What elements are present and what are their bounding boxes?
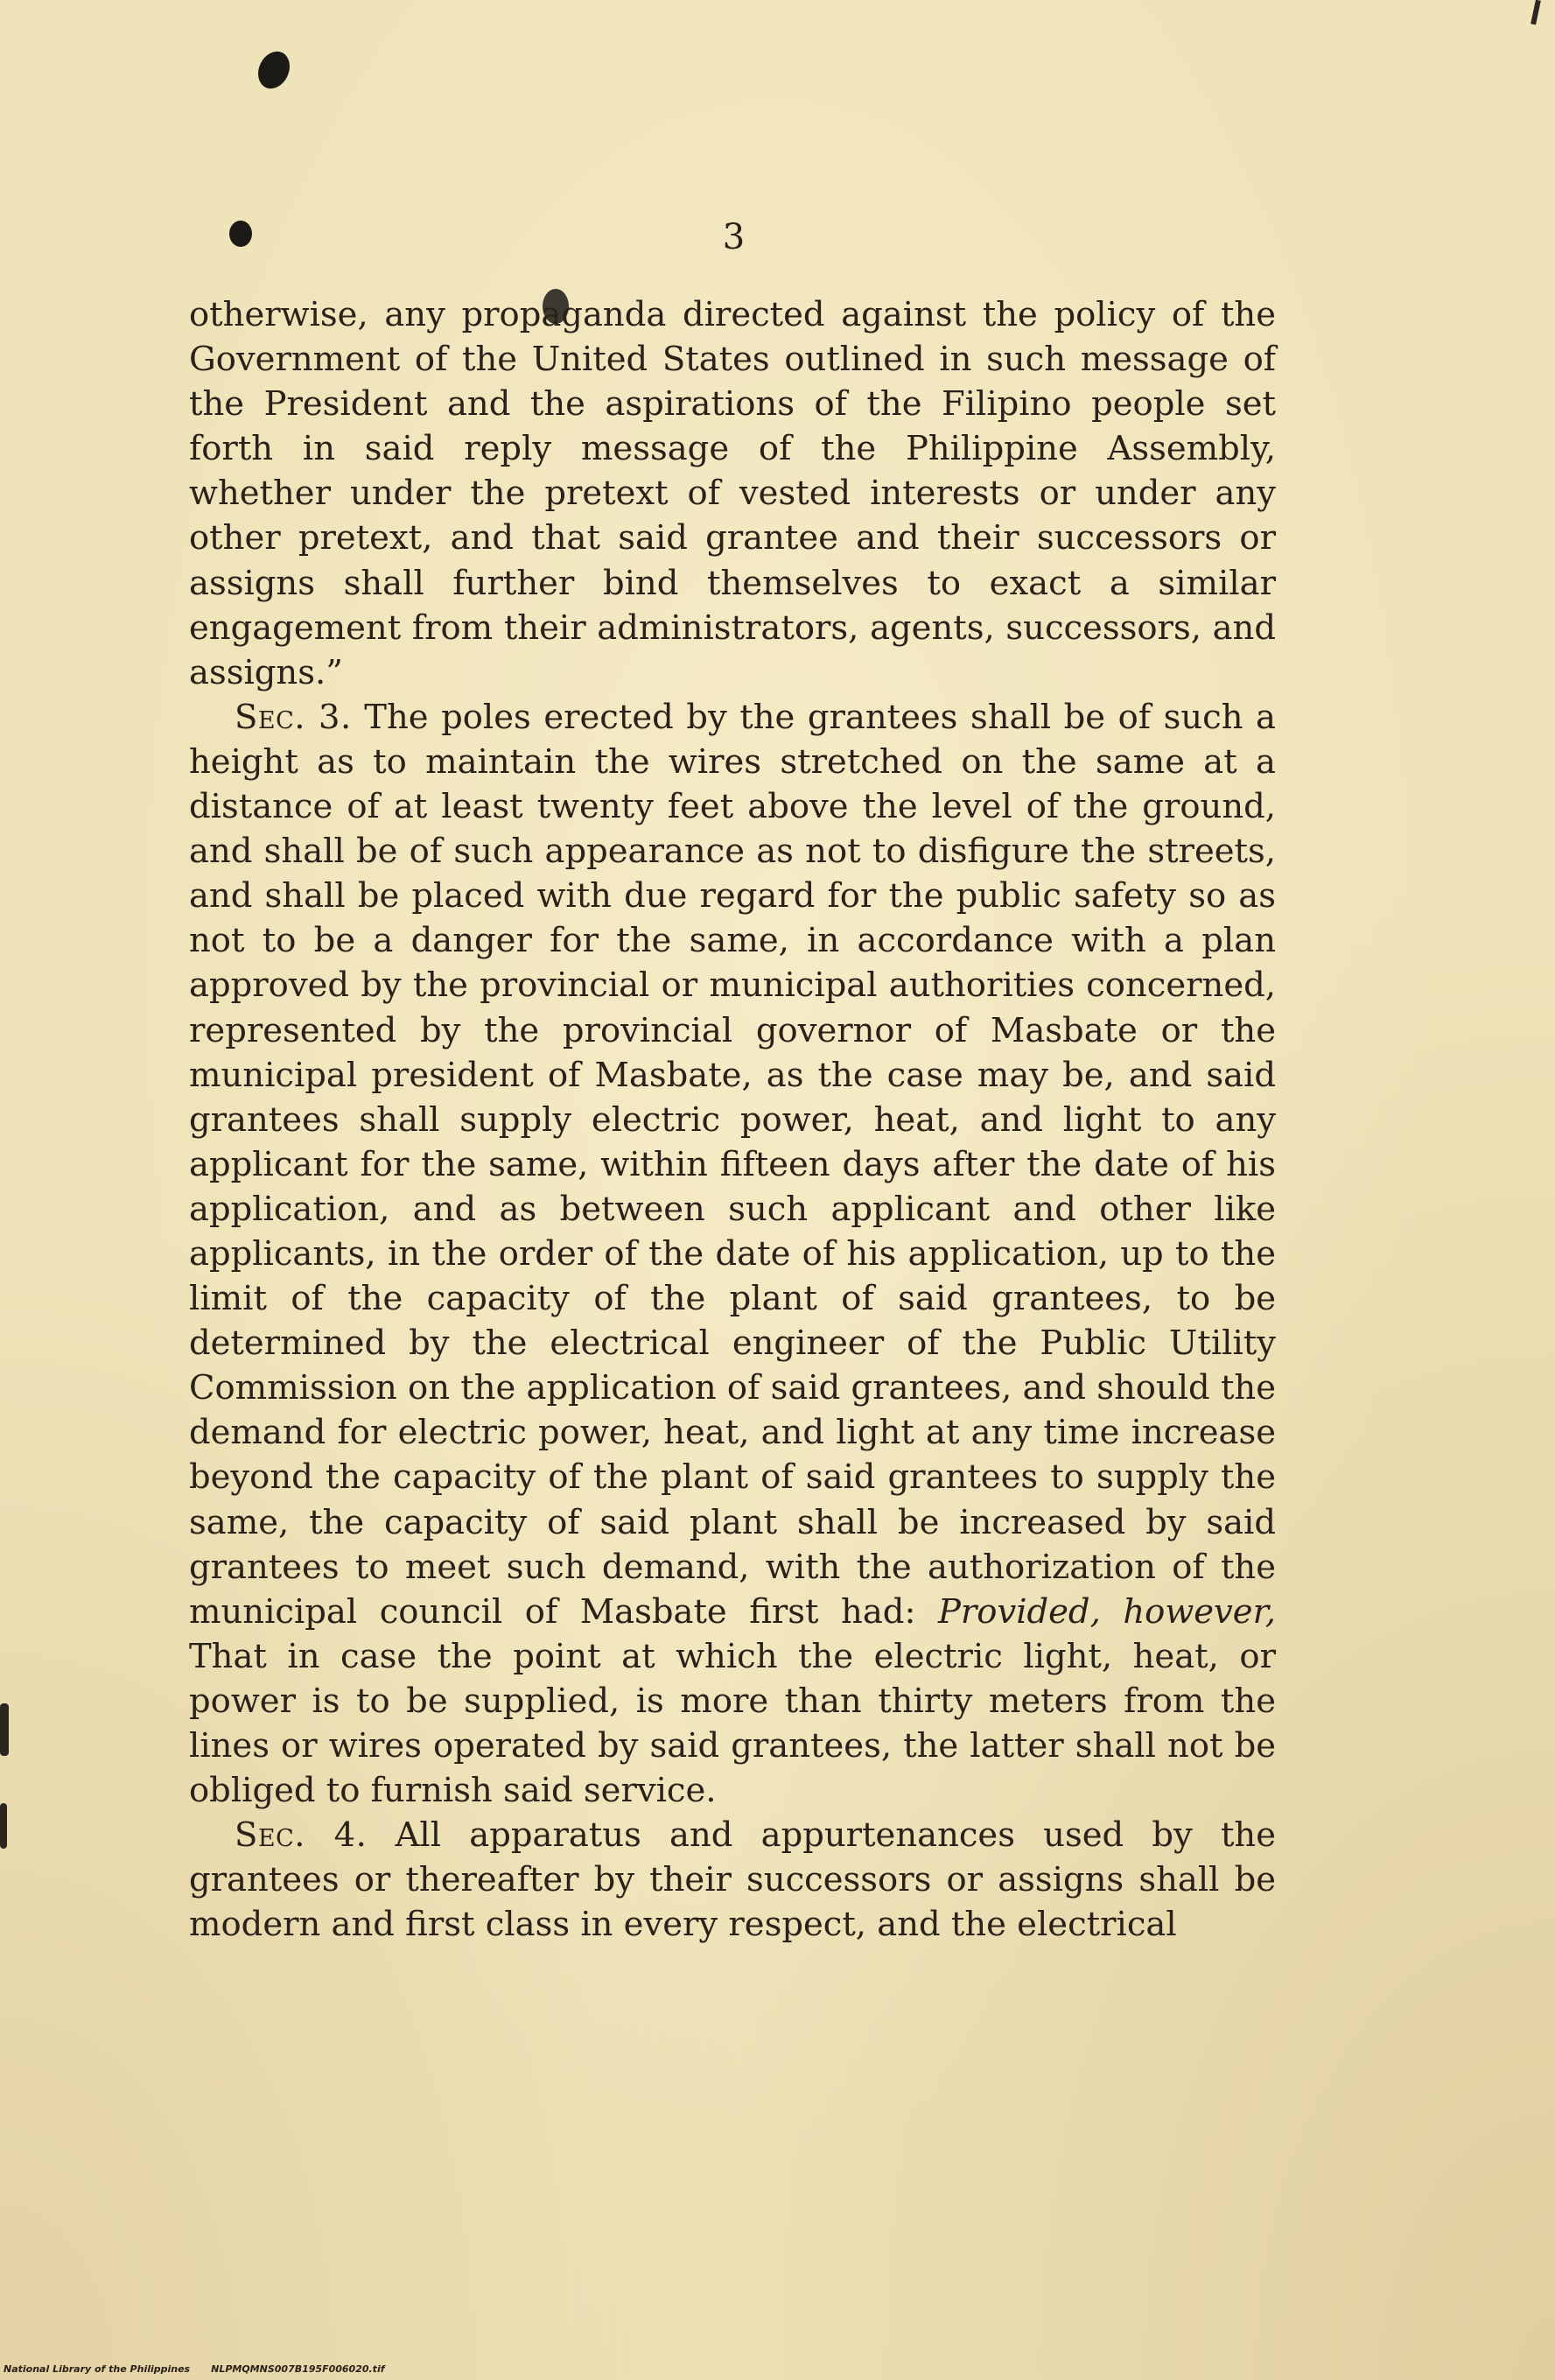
section-3-text-b: That in case the point at which the electric light, heat, or power is to be supplied, is more than thirty meters from the lines or wires operated by said grantees, the latter shall not be obliged to furnish said service. <box>189 1636 1276 1811</box>
section-4-paragraph <box>189 1813 1276 1947</box>
section-4-text: All apparatus and appurtenances used by the grantees or thereafter by their successors or assigns shall be modern and first class in every respect, and the electrical <box>189 1815 1276 1945</box>
file-id: NLPMQMNS007B195F006020.tif <box>211 2363 385 2375</box>
corner-mark <box>1530 0 1541 25</box>
section-3-paragraph <box>189 695 1276 1813</box>
section-4-label: Sec. 4. <box>235 1815 368 1856</box>
archive-footer <box>4 2363 879 2375</box>
section-3-proviso: Provided, however, <box>937 1591 1276 1632</box>
edge-mark <box>0 1703 9 1756</box>
library-credit: National Library of the Philippines <box>4 2363 191 2375</box>
paragraph-continuation: otherwise, any propaganda directed against the policy of the Government of the United States outlined in such message of the President and the aspirations of the Filipino people set forth in said reply message of the Philippine Assembly, whether under the pretext of vested interests or under any other pretext, and that said grantee and their successors or assigns shall further bind themselves to exact a similar engagement from their administrators, agents, successors, and assigns.” <box>189 295 1276 692</box>
body-text <box>189 292 1276 1947</box>
ink-stain <box>252 46 295 94</box>
edge-mark <box>0 1803 7 1849</box>
page-number: 3 <box>722 217 746 257</box>
section-3-text-a: The poles erected by the grantees shall be of such a height as to maintain the wires stretched on the same at a distance of at least twenty feet above the level of the ground, and shall be of such appearance as not to disfigure the streets, and shall be placed with due regard for the public safety so as not to be a danger for the same, in accordance with a plan approved by the provincial or municipal authorities concerned, represented by the provincial governor of Masbate or the municipal president of Masbate, as the case may be, and said grantees shall supply electric power, heat, and light to any applicant for the same, within fifteen days after the date of his application, and as between such applicant and other like applicants, in the order of the date of his application, up to the limit of the capacity of the plant of said grantees, to be determined by the electrical engineer of the Public Utility Commission on the application of said grantees, and should the demand for electric power, heat, and light at any time increase beyond the capacity of the plant of said grantees to supply the same, the capacity of said plant shall be increased by said grantees to meet such demand, with the authorization of the municipal council of Masbate first had: <box>189 697 1277 1632</box>
section-3-label: Sec. 3. <box>235 697 352 737</box>
